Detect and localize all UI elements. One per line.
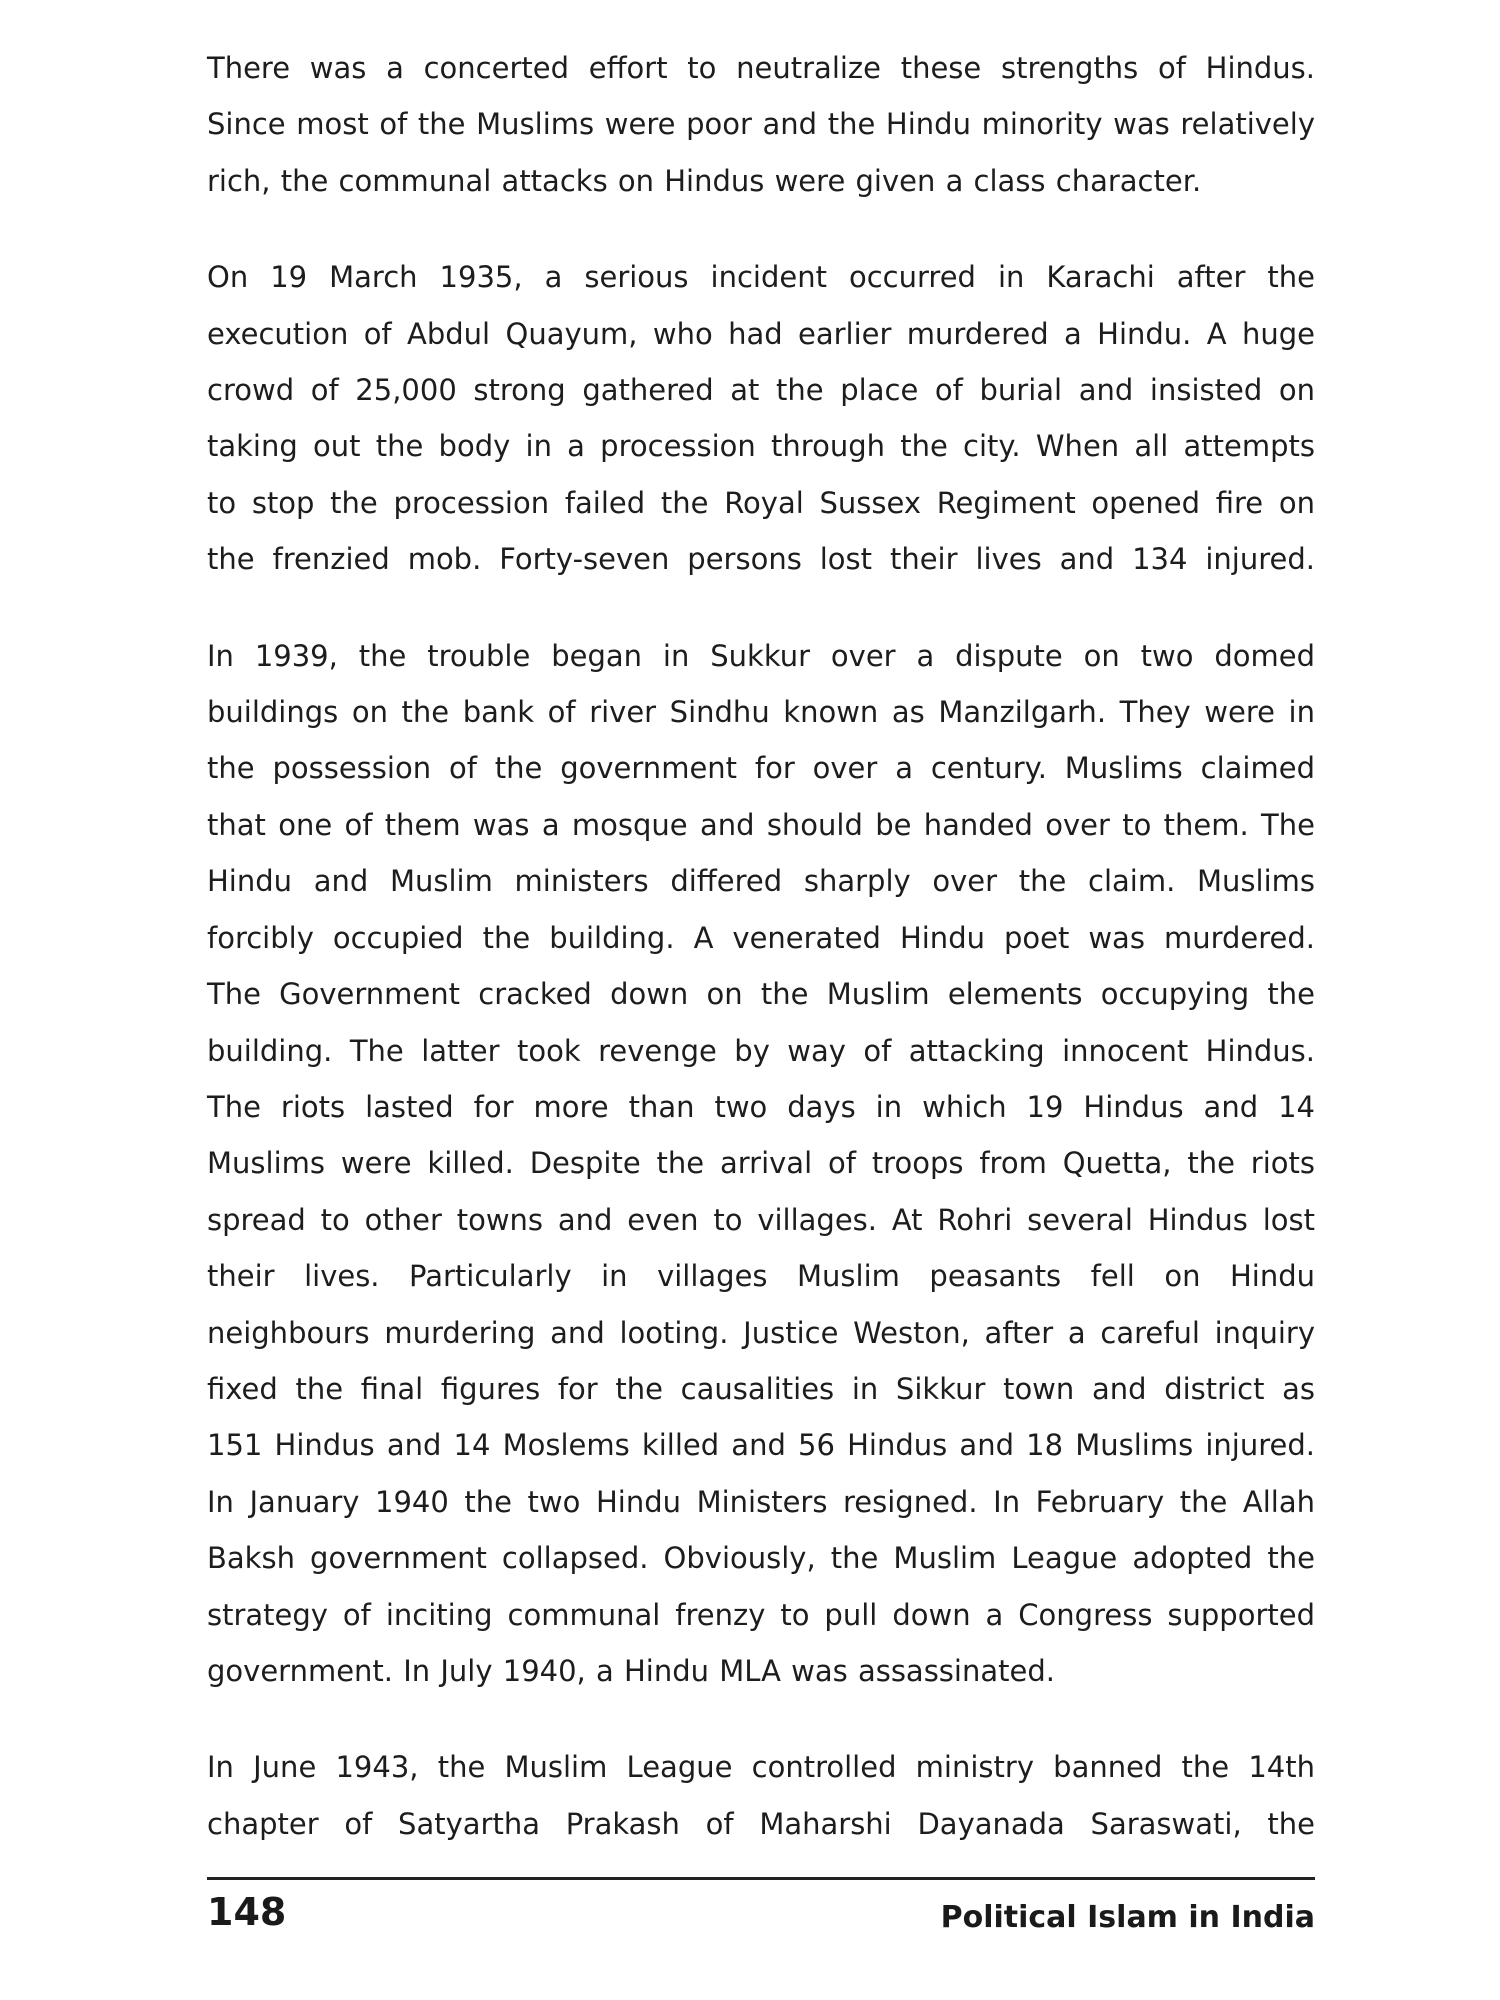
text-line: forcibly occupied the building. A venerated Hindu poet was murdered. [207, 920, 1315, 955]
text-line: building. The latter took revenge by way of attacking innocent Hindus. [207, 1033, 1315, 1068]
text-line: government. In July 1940, a Hindu MLA was assassinated. [207, 1653, 1055, 1688]
text-line: their lives. Particularly in villages Muslim peasants fell on Hindu [207, 1259, 1315, 1294]
text-line: crowd of 25,000 strong gathered at the place of burial and insisted on [207, 373, 1315, 408]
text-line: to stop the procession failed the Royal Sussex Regiment opened fire on [207, 485, 1315, 520]
paragraph-4 [207, 1739, 1315, 1852]
text-line: 151 Hindus and 14 Moslems killed and 56 Hindus and 18 Muslims injured. [207, 1428, 1315, 1463]
text-line: neighbours murdering and looting. Justice Weston, after a careful inquiry [207, 1315, 1315, 1350]
text-line: the possession of the government for over a century. Muslims claimed [207, 751, 1315, 786]
text-line: strategy of inciting communal frenzy to pull down a Congress supported [207, 1597, 1315, 1632]
text-line: In January 1940 the two Hindu Ministers resigned. In February the Allah [207, 1484, 1315, 1519]
footer-divider [207, 1877, 1315, 1880]
text-line: fixed the final figures for the causalities in Sikkur town and district as [207, 1371, 1315, 1406]
text-line: Baksh government collapsed. Obviously, the Muslim League adopted the [207, 1541, 1315, 1576]
page-number: 148 [207, 1890, 287, 1934]
text-line: There was a concerted effort to neutralize these strengths of Hindus. [207, 51, 1315, 85]
paragraph-1 [207, 40, 1315, 209]
text-line: The riots lasted for more than two days in which 19 Hindus and 14 [207, 1089, 1315, 1124]
text-line: that one of them was a mosque and should be handed over to them. The [207, 807, 1315, 842]
text-line: Muslims were killed. Despite the arrival of troops from Quetta, the riots [207, 1146, 1315, 1181]
running-title: Political Islam in India [940, 1900, 1315, 1935]
text-line: In June 1943, the Muslim League controlled ministry banned the 14th [207, 1750, 1315, 1785]
text-line: execution of Abdul Quayum, who had earlier murdered a Hindu. A huge [207, 316, 1315, 351]
text-line: the frenzied mob. Forty-seven persons lost their lives and 134 injured. [207, 542, 1315, 577]
paragraph-3 [207, 628, 1315, 1700]
page-footer [207, 1884, 1315, 1944]
text-line: chapter of Satyartha Prakash of Maharshi Dayanada Saraswati, the [207, 1806, 1315, 1841]
text-line: Hindu and Muslim ministers differed sharply over the claim. Muslims [207, 864, 1315, 899]
paragraph-2 [207, 249, 1315, 587]
text-line: buildings on the bank of river Sindhu known as Manzilgarh. They were in [207, 695, 1315, 730]
text-line: taking out the body in a procession through the city. When all attempts [207, 429, 1315, 464]
text-line: On 19 March 1935, a serious incident occurred in Karachi after the [207, 260, 1315, 295]
body-text [207, 40, 1315, 1892]
text-line: In 1939, the trouble began in Sukkur over a dispute on two domed [207, 638, 1315, 673]
text-line: Since most of the Muslims were poor and the Hindu minority was relatively [207, 107, 1315, 142]
text-line: rich, the communal attacks on Hindus were given a class character. [207, 163, 1202, 198]
text-line: spread to other towns and even to villages. At Rohri several Hindus lost [207, 1202, 1315, 1237]
text-line: The Government cracked down on the Muslim elements occupying the [207, 977, 1315, 1012]
